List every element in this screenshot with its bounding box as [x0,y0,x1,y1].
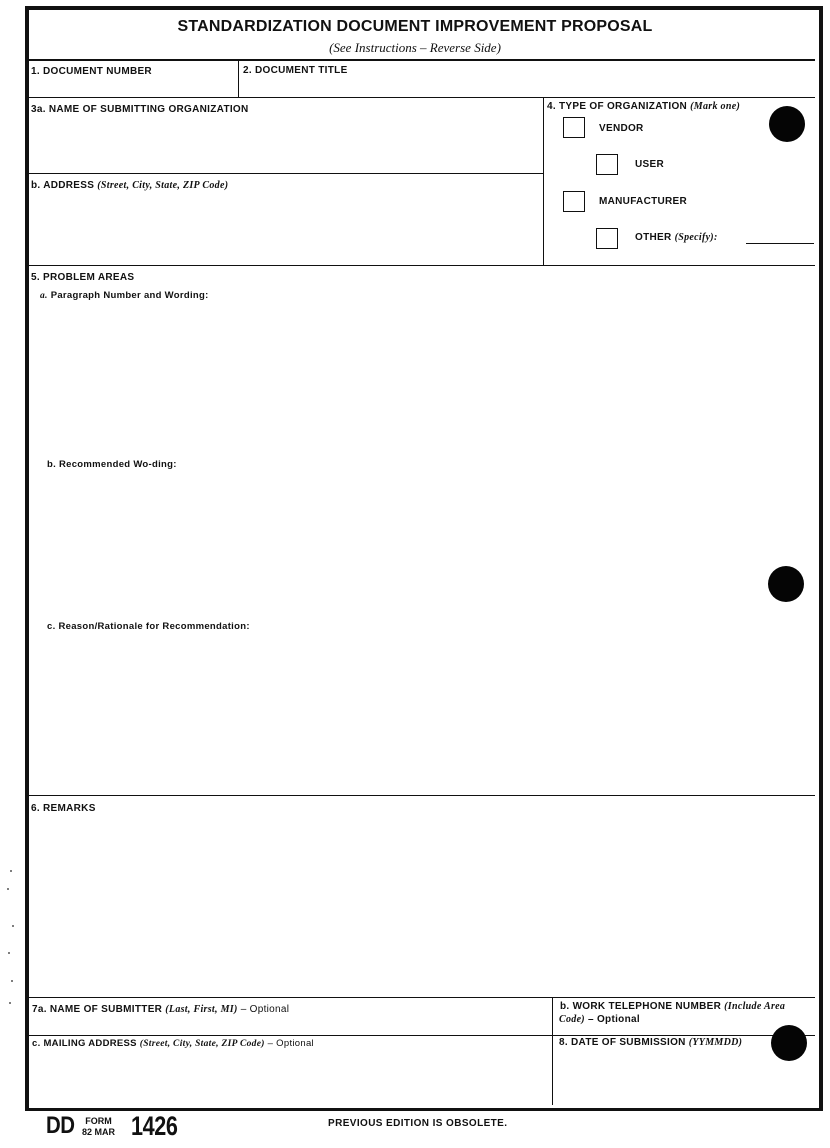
rule-row6 [25,997,815,998]
submission-date-label: 8. DATE OF SUBMISSION (YYMMDD) [559,1037,743,1048]
document-title-field[interactable] [245,80,805,95]
other-specify-field[interactable] [746,231,814,244]
manufacturer-label: MANUFACTURER [599,196,688,207]
form-number: 1426 [131,1111,178,1141]
other-checkbox[interactable] [596,228,618,249]
divider-doc [238,59,239,97]
punch-hole-icon [768,566,804,602]
address-field[interactable] [32,196,537,261]
recommended-wording-label: b. Recommended Wo-ding: [47,459,177,470]
rule-row1 [25,97,815,98]
vendor-checkbox[interactable] [563,117,585,138]
rule-row7 [25,1035,815,1036]
work-phone-label: b. WORK TELEPHONE NUMBER (Include Area [560,1001,786,1012]
scan-speck [12,925,14,927]
scan-speck [7,888,9,890]
vendor-label: VENDOR [599,123,644,134]
document-title-label: 2. DOCUMENT TITLE [243,65,348,76]
org-type-label: 4. TYPE OF ORGANIZATION (Mark one) [547,101,741,112]
user-label: USER [635,159,664,170]
remarks-field[interactable] [32,820,807,992]
document-number-label: 1. DOCUMENT NUMBER [31,66,152,77]
submitter-name-field[interactable] [32,1018,547,1033]
mailing-address-label: c. MAILING ADDRESS (Street, City, State, ZIP Code) – Optional [32,1038,314,1049]
user-checkbox[interactable] [596,154,618,175]
document-number-field[interactable] [32,82,232,96]
form-word: FORM [85,1116,112,1126]
rule-row4 [25,265,815,266]
form-date: 82 MAR [82,1127,116,1137]
scan-speck [8,952,10,954]
submitter-name-label: 7a. NAME OF SUBMITTER (Last, First, MI) – Optional [32,1004,290,1015]
form-edition-block [82,1116,115,1138]
work-phone-label-line2: Code) – Optional [559,1014,640,1025]
dd-mark: DD [46,1112,75,1139]
paragraph-wording-label: a. Paragraph Number and Wording: [40,290,209,301]
punch-hole-icon [769,106,805,142]
other-label: OTHER (Specify): [635,232,718,243]
reason-rationale-field[interactable] [40,637,800,792]
recommended-wording-field[interactable] [40,475,800,620]
rule-row3 [25,173,543,174]
form-subtitle: (See Instructions – Reverse Side) [329,40,501,55]
manufacturer-checkbox[interactable] [563,191,585,212]
problem-areas-label: 5. PROBLEM AREAS [31,272,135,283]
divider-org [543,97,544,265]
form-title: STANDARDIZATION DOCUMENT IMPROVEMENT PROPOSAL [177,18,653,35]
work-phone-field[interactable] [558,1026,808,1034]
rule-header [25,59,815,61]
submission-date-field[interactable] [558,1053,808,1101]
address-label: b. ADDRESS (Street, City, State, ZIP Code) [31,180,229,191]
paragraph-wording-field[interactable] [40,305,800,455]
obsolete-note: PREVIOUS EDITION IS OBSOLETE. [328,1118,508,1129]
submitting-org-field[interactable] [32,120,537,170]
submitting-org-label: 3a. NAME OF SUBMITTING ORGANIZATION [31,104,249,115]
divider-submitter [552,997,553,1105]
scan-speck [10,870,12,872]
scan-speck [9,1002,11,1004]
rule-row5 [25,795,815,796]
reason-rationale-label: c. Reason/Rationale for Recommendation: [47,621,250,632]
scan-speck [11,980,13,982]
mailing-address-field[interactable] [32,1053,547,1101]
punch-hole-icon [771,1025,807,1061]
remarks-label: 6. REMARKS [31,803,96,814]
